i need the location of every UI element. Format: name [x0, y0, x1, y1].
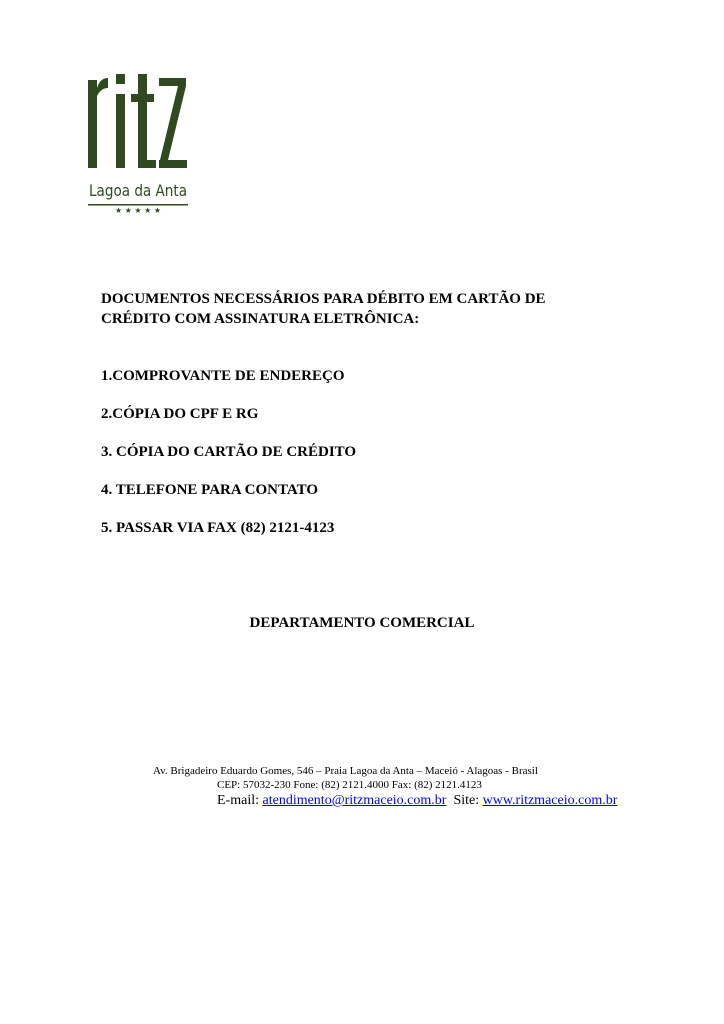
site-label: Site:: [446, 793, 483, 808]
heading-line-1: DOCUMENTOS NECESSÁRIOS PARA DÉBITO EM CARTÃO DE: [101, 291, 546, 307]
footer-contact: [217, 792, 617, 810]
logo-subtitle: Lagoa da Anta: [89, 181, 187, 200]
department-signature: DEPARTAMENTO COMERCIAL: [249, 615, 475, 631]
footer-address: Av. Brigadeiro Eduardo Gomes, 546 – Praia Lagoa da Anta – Maceió - Alagoas - Brasil: [153, 765, 538, 777]
site-link[interactable]: www.ritzmaceio.com.br: [482, 793, 618, 808]
ritz-logo: [86, 72, 190, 214]
email-label: E-mail:: [217, 793, 263, 808]
logo-stars: ★ ★ ★ ★ ★: [114, 206, 162, 215]
requirement-item: 5. PASSAR VIA FAX (82) 2121-4123: [101, 520, 335, 536]
email-link[interactable]: atendimento@ritzmaceio.com.br: [262, 793, 447, 808]
requirement-item: 3. CÓPIA DO CARTÃO DE CRÉDITO: [101, 444, 357, 460]
requirement-item: 4. TELEFONE PARA CONTATO: [101, 482, 318, 498]
heading-line-2: CRÉDITO COM ASSINATURA ELETRÔNICA:: [101, 311, 420, 327]
requirement-item: 1.COMPROVANTE DE ENDEREÇO: [101, 368, 345, 384]
footer-cep-phone-fax: CEP: 57032-230 Fone: (82) 2121.4000 Fax: (82) 2121.4123: [217, 779, 482, 791]
document-heading: [101, 289, 661, 329]
requirement-item: 2.CÓPIA DO CPF E RG: [101, 406, 259, 422]
